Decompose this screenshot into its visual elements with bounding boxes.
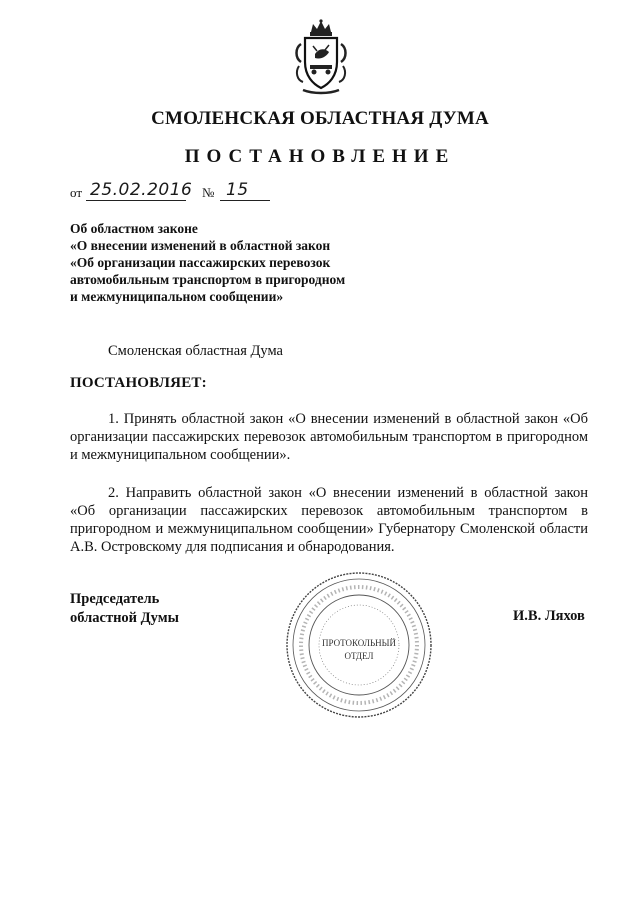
subject-line: автомобильным транспортом в пригородном bbox=[70, 272, 346, 287]
number-prefix: № bbox=[202, 185, 215, 200]
handwritten-number: 15 bbox=[226, 180, 249, 200]
position-line: Председатель bbox=[70, 591, 160, 607]
organization-title: СМОЛЕНСКАЯ ОБЛАСТНАЯ ДУМА bbox=[151, 108, 489, 129]
signatory-name: И.В. Ляхов bbox=[513, 608, 585, 624]
date-prefix: от bbox=[70, 185, 83, 200]
issuer-text: Смоленская областная Дума bbox=[108, 343, 283, 359]
number-underline bbox=[220, 200, 270, 201]
document-type-title: ПОСТАНОВЛЕНИЕ bbox=[184, 146, 456, 167]
subject-line: «Об организации пассажирских перевозок bbox=[70, 255, 331, 270]
registration-line bbox=[70, 178, 310, 204]
handwritten-date: 25.02.2016 bbox=[90, 180, 193, 200]
resolution-item-2: 2. Направить областной закон «О внесении изменений в областной закон «Об организации пассажирских перевозок автомобильным транспортом в пригородном и межмуниципальном сообщении» Губернатору Смоленской области А.В. Островскому для подписания и обнародования. bbox=[70, 485, 588, 555]
date-underline bbox=[86, 200, 186, 201]
coat-of-arms-icon bbox=[289, 18, 353, 96]
signatory-position bbox=[70, 590, 179, 628]
document-subject bbox=[70, 220, 400, 305]
resolves-heading: ПОСТАНОВЛЯЕТ: bbox=[70, 375, 207, 391]
stamp-center-line-1: ПРОТОКОЛЬНЫЙ bbox=[322, 638, 396, 648]
subject-line: «О внесении изменений в областной закон bbox=[70, 238, 331, 253]
subject-line: Об областном законе bbox=[70, 221, 198, 236]
subject-line: и межмуниципальном сообщении» bbox=[70, 289, 284, 304]
stamp-center-line-2: ОТДЕЛ bbox=[344, 651, 374, 661]
position-line: областной Думы bbox=[70, 610, 179, 626]
resolution-item-1: 1. Принять областной закон «О внесении изменений в областной закон «Об организации пассажирских перевозок автомобильным транспортом в пригородном и межмуниципальном сообщении». bbox=[70, 411, 588, 463]
round-stamp-icon bbox=[284, 570, 434, 720]
